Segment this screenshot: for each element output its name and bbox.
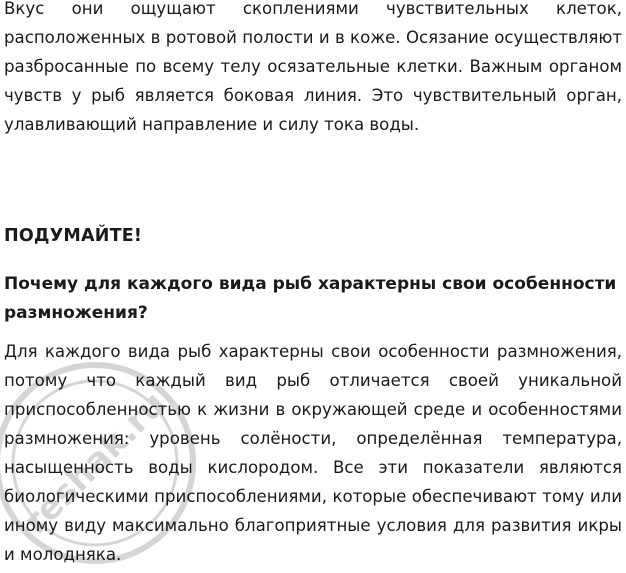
intro-paragraph: Вкус они ощущают скоплениями чувствительных клеток, расположенных в ротовой полости и в коже. Осязание осуществляют разбросанные по всему телу осязательные клетки. Важным органом чувств у рыб является боковая линия. Это чувствительный орган, улавливающий направление и силу тока воды.	[4, 0, 622, 134]
answer-paragraph: Для каждого вида рыб характерны свои особенности размножения, потому что каждый вид рыб отличается своей уникальной приспособленностью к жизни в окружающей среде и особенностями размножения: уровень солёности, определённая температура, насыщенность воды кислородом. Все эти показатели являются биологическими приспособлениями, которые обеспечивают тому или иному виду максимально благоприятные условия для развития икры и молодняка.	[4, 342, 622, 564]
watermark-text: reshak.ru	[15, 383, 175, 543]
question-text: Почему для каждого вида рыб характерны свои особенности размножения?	[4, 274, 617, 323]
think-heading: ПОДУМАЙТЕ!	[4, 226, 143, 246]
document-page	[4, 0, 622, 573]
